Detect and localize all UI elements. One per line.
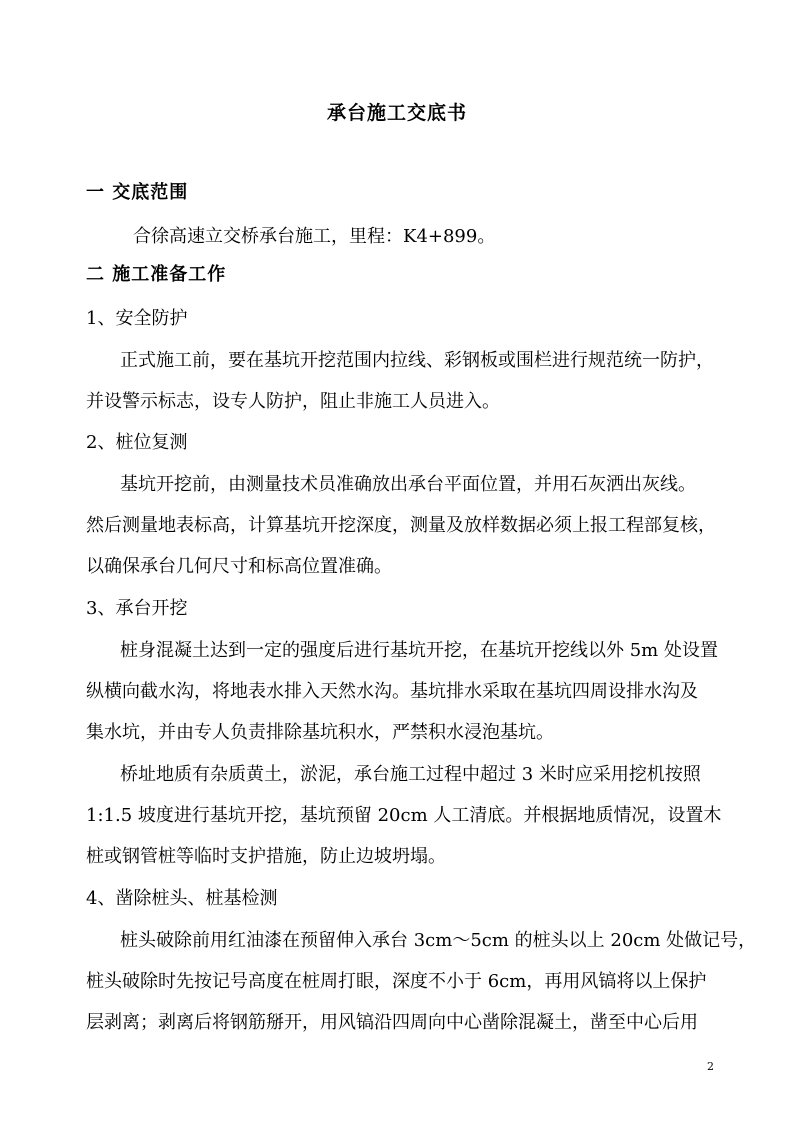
subsection-heading-pile-survey: 2、桩位复测 <box>86 432 188 453</box>
paragraph-line: 层剥离；剥离后将钢筋掰开，用风镐沿四周向中心凿除混凝土，凿至中心后用 <box>86 1012 698 1033</box>
subsection-heading-pile-head: 4、凿除桩头、桩基检测 <box>86 888 278 909</box>
paragraph-line: 桥址地质有杂质黄土，淤泥，承台施工过程中超过 3 米时应采用挖机按照 <box>120 764 701 785</box>
paragraph-line: 桩身混凝土达到一定的强度后进行基坑开挖，在基坑开挖线以外 5m 处设置 <box>120 640 718 661</box>
paragraph-line: 基坑开挖前，由测量技术员准确放出承台平面位置，并用石灰洒出灰线。 <box>120 474 696 495</box>
paragraph-line: 桩头破除时先按记号高度在桩周打眼，深度不小于 6cm，再用风镐将以上保护 <box>86 971 707 992</box>
paragraph-line: 合徐高速立交桥承台施工，里程：K4+899。 <box>133 226 496 247</box>
paragraph-line: 桩或钢管桩等临时支护措施，防止边坡坍塌。 <box>86 846 446 867</box>
subsection-heading-excavation: 3、承台开挖 <box>86 598 188 619</box>
subsection-heading-safety: 1、安全防护 <box>86 308 188 329</box>
paragraph-line: 集水坑，并由专人负责排除基坑积水，严禁积水浸泡基坑。 <box>86 722 554 743</box>
section-heading-preparation: 二 施工准备工作 <box>86 264 227 285</box>
paragraph-line: 桩头破除前用红油漆在预留伸入承台 3cm～5cm 的桩头以上 20cm 处做记号， <box>120 930 757 951</box>
paragraph-line: 并设警示标志，设专人防护，阻止非施工人员进入。 <box>86 391 500 412</box>
paragraph-line: 正式施工前，要在基坑开挖范围内拉线、彩钢板或围栏进行规范统一防护， <box>120 350 714 371</box>
document-title: 承台施工交底书 <box>326 102 467 124</box>
section-heading-scope: 一 交底范围 <box>86 182 189 203</box>
paragraph-line: 1:1.5 坡度进行基坑开挖，基坑预留 20cm 人工清底。并根据地质情况，设置木 <box>86 805 722 826</box>
page-number: 2 <box>707 1060 714 1073</box>
paragraph-line: 纵横向截水沟，将地表水排入天然水沟。基坑排水采取在基坑四周设排水沟及 <box>86 681 698 702</box>
paragraph-line: 以确保承台几何尺寸和标高位置准确。 <box>86 556 392 577</box>
paragraph-line: 然后测量地表标高，计算基坑开挖深度，测量及放样数据必须上报工程部复核， <box>86 515 716 536</box>
